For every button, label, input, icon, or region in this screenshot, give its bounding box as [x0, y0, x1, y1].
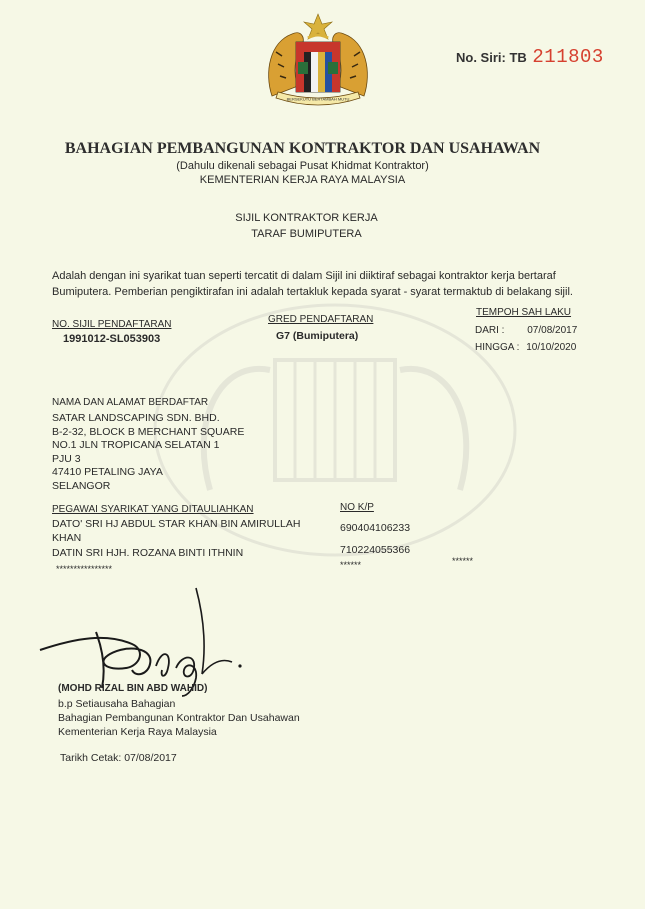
- company-name: SATAR LANDSCAPING SDN. BHD.: [52, 412, 220, 424]
- signatory-capacity: b.p Setiausaha Bahagian: [58, 698, 176, 710]
- certificate-title: SIJIL KONTRAKTOR KERJA: [235, 212, 378, 224]
- company-label: NAMA DAN ALAMAT BERDAFTAR: [52, 397, 209, 408]
- grade-label: GRED PENDAFTARAN: [268, 314, 374, 325]
- department-former-name: (Dahulu dikenali sebagai Pusat Khidmat Kontraktor): [176, 160, 429, 172]
- signatory-department: Bahagian Pembangunan Kontraktor Dan Usahawan: [58, 712, 300, 724]
- intro-paragraph: Adalah dengan ini syarikat tuan seperti tercatit di dalam Sijil ini diiktiraf sebagai kontraktor kerja bertaraf Bumiputera. Pemberian pengiktirafan ini adalah tertakluk kepada syarat - syarat termaktub di belakang sijil.: [52, 270, 573, 298]
- valid-from-date: 07/08/2017: [527, 325, 578, 336]
- malaysia-coat-of-arms-icon: [262, 12, 374, 110]
- registration-number: 1991012-SL053903: [63, 333, 161, 345]
- valid-to: [475, 342, 576, 353]
- serial-number: [456, 46, 604, 68]
- end-mark: ****************: [56, 564, 113, 574]
- end-mark: ******: [452, 556, 474, 566]
- print-date: Tarikh Cetak: 07/08/2017: [60, 752, 177, 764]
- signatory-ministry: Kementerian Kerja Raya Malaysia: [58, 726, 217, 738]
- end-mark: ******: [340, 560, 362, 570]
- officer-2-ic: 710224055366: [340, 544, 411, 556]
- address-line: 47410 PETALING JAYA: [52, 466, 163, 478]
- officer-2-name: DATIN SRI HJH. ROZANA BINTI ITHNIN: [52, 547, 244, 559]
- valid-to-label: HINGGA :: [475, 342, 520, 353]
- serial-label: No. Siri: TB: [456, 50, 527, 65]
- address-line: PJU 3: [52, 452, 81, 465]
- validity-label: TEMPOH SAH LAKU: [476, 307, 572, 318]
- address-line: NO.1 JLN TROPICANA SELATAN 1: [52, 439, 220, 451]
- officer-1-name-cont: KHAN: [52, 532, 82, 544]
- serial-value: 211803: [532, 46, 604, 68]
- valid-to-date: 10/10/2020: [526, 342, 577, 353]
- signatory-name: (MOHD RIZAL BIN ABD WAHID): [58, 683, 208, 694]
- ic-label: NO K/P: [340, 502, 374, 513]
- officer-1-name: DATO' SRI HJ ABDUL STAR KHAN BIN AMIRULLAH: [52, 518, 301, 530]
- crest-motto: BERSEKUTU BERTAMBAH MUTU: [286, 96, 350, 102]
- valid-from-label: DARI :: [475, 325, 505, 336]
- officer-1-ic: 690404106233: [340, 522, 411, 534]
- certificate-category: TARAF BUMIPUTERA: [251, 228, 362, 240]
- address-line: SELANGOR: [52, 479, 111, 492]
- company-address: [52, 412, 244, 493]
- officers-label: PEGAWAI SYARIKAT YANG DITAULIAHKAN: [52, 504, 254, 515]
- department-title: BAHAGIAN PEMBANGUNAN KONTRAKTOR DAN USAHAWAN: [64, 140, 541, 157]
- grade-value: G7 (Bumiputera): [276, 330, 359, 342]
- ministry-name: KEMENTERIAN KERJA RAYA MALAYSIA: [199, 174, 406, 186]
- address-line: B-2-32, BLOCK B MERCHANT SQUARE: [52, 425, 245, 438]
- valid-from: [475, 325, 577, 336]
- registration-number-label: NO. SIJIL PENDAFTARAN: [52, 319, 172, 330]
